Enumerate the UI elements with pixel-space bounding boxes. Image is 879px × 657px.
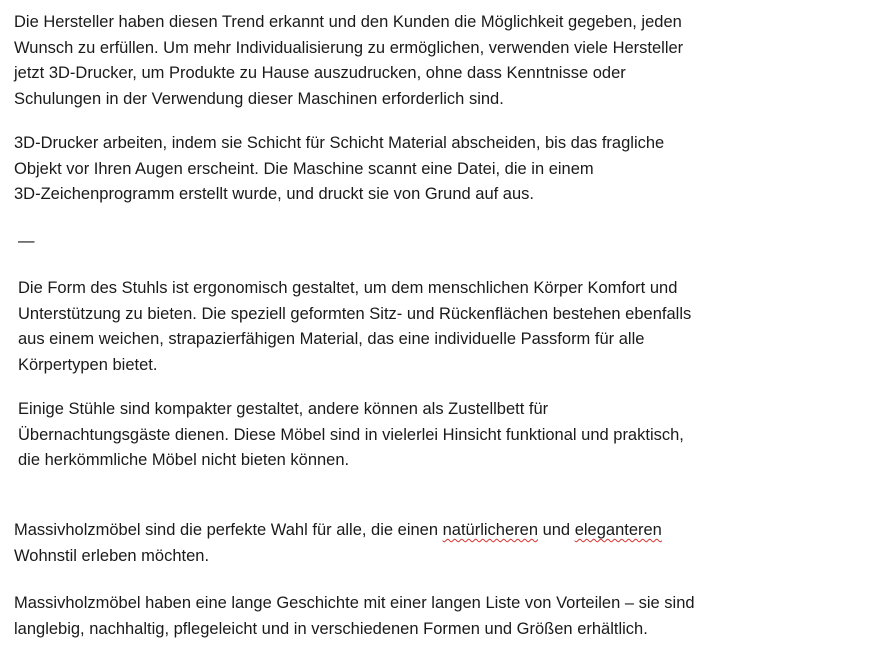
- text-line: Massivholzmöbel haben eine lange Geschichte mit einer langen Liste von Vorteilen – sie sind: [14, 594, 695, 612]
- paragraph-3d-printer-trend: [14, 10, 683, 112]
- misspelled-word[interactable]: eleganteren: [574, 521, 662, 539]
- text-line: [14, 518, 662, 544]
- paragraph-solid-wood-benefits: [14, 591, 695, 642]
- text-line: Schulungen in der Verwendung dieser Maschinen erforderlich sind.: [14, 89, 504, 108]
- paragraph-compact-chairs: [18, 397, 684, 474]
- text-line: die herkömmliche Möbel nicht bieten können.: [18, 451, 350, 470]
- text-line: 3D-Drucker arbeiten, indem sie Schicht für Schicht Material abscheiden, bis das fragliche: [14, 134, 665, 152]
- text-segment: Massivholzmöbel sind die perfekte Wahl für alle, die einen: [14, 521, 443, 539]
- text-line: jetzt 3D-Drucker, um Produkte zu Hause auszudrucken, ohne dass Kenntnisse oder: [14, 64, 626, 83]
- text-line: Körpertypen bietet.: [18, 355, 158, 374]
- text-line: Unterstützung zu bieten. Die speziell geformten Sitz- und Rückenflächen bestehen ebenfalls: [18, 304, 692, 323]
- section-separator: —: [18, 232, 35, 250]
- text-line: aus einem weichen, strapazierfähigen Material, das eine individuelle Passform für alle: [18, 330, 645, 349]
- paragraph-3d-printer-function: [14, 131, 664, 208]
- text-line: Die Form des Stuhls ist ergonomisch gestaltet, um dem menschlichen Körper Komfort und: [18, 279, 678, 297]
- text-line: Objekt vor Ihren Augen erscheint. Die Maschine scannt eine Datei, die in einem: [14, 159, 594, 178]
- text-segment: und: [538, 521, 575, 539]
- text-line: Übernachtungsgäste dienen. Diese Möbel sind in vielerlei Hinsicht funktional und praktisch,: [18, 425, 684, 444]
- text-line: Wunsch zu erfüllen. Um mehr Individualisierung zu ermöglichen, verwenden viele Hersteller: [14, 38, 684, 57]
- misspelled-word[interactable]: natürlicheren: [442, 521, 538, 539]
- paragraph-solid-wood-furniture: [14, 518, 662, 569]
- text-line: Die Hersteller haben diesen Trend erkannt und den Kunden die Möglichkeit gegeben, jeden: [14, 13, 682, 31]
- text-line: Einige Stühle sind kompakter gestaltet, andere können als Zustellbett für: [18, 400, 549, 418]
- text-line: Wohnstil erleben möchten.: [14, 546, 210, 565]
- text-line: langlebig, nachhaltig, pflegeleicht und in verschiedenen Formen und Größen erhältlich.: [14, 619, 648, 638]
- paragraph-chair-ergonomics: [18, 276, 691, 378]
- text-line: 3D-Zeichenprogramm erstellt wurde, und druckt sie von Grund auf aus.: [14, 185, 534, 204]
